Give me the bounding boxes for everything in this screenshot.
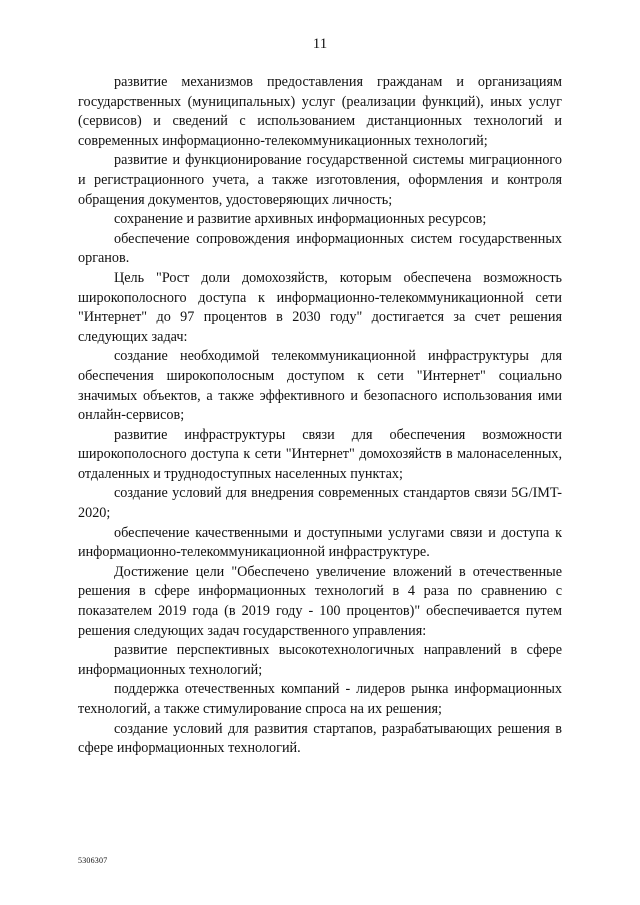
paragraph-migration: развитие и функционирование государственной системы миграционного и регистрационного учета, а также изготовления, оформления и контроля обращения документов, удостоверяющих личность; [78, 152, 562, 208]
paragraph-goal-investments: Достижение цели "Обеспечено увеличение вложений в отечественные решения в сфере информационных технологий в 4 раза по сравнению с показателем 2019 года (в 2019 году - 100 процентов)" обеспечивается путем решения следующих задач государственного управления: [78, 563, 562, 639]
document-body [78, 73, 562, 759]
paragraph-5g: создание условий для внедрения современных стандартов связи 5G/IMT-2020; [78, 485, 562, 522]
page-number: 11 [312, 36, 328, 52]
paragraph-high-tech: развитие перспективных высокотехнологичных направлений в сфере информационных технологий; [78, 642, 562, 678]
paragraph-domestic-leaders: поддержка отечественных компаний - лидеров рынка информационных технологий, а также стимулирование спроса на их решения; [78, 681, 562, 717]
paragraph-goal-broadband: Цель "Рост доли домохозяйств, которым обеспечена возможность широкополосного доступа к информационно-телекоммуникационной сети "Интернет" до 97 процентов в 2030 году" достигается за счет решения следующих задач: [78, 269, 562, 345]
paragraph-startups: создание условий для развития стартапов, разрабатывающих решения в сфере информационных технологий. [78, 720, 562, 757]
paragraph-services: развитие механизмов предоставления гражданам и организациям государственных (муниципальных) услуг (реализации функций), иных услуг (сервисов) и сведений с использованием дистанционных технологий и современных информационно-телекоммуникационных технологий; [78, 74, 562, 149]
paragraph-telecom-infrastructure: создание необходимой телекоммуникационной инфраструктуры для обеспечения широкополосным доступом к сети "Интернет" социально значимых объектов, а также эффективного и безопасного использования ими онлайн-сервисов; [78, 348, 562, 424]
paragraph-quality-services: обеспечение качественными и доступными услугами связи и доступа к информационно-телекоммуникационной инфраструктуре. [78, 524, 562, 561]
paragraph-rural-broadband: развитие инфраструктуры связи для обеспечения возможности широкополосного доступа к сети "Интернет" домохозяйств в малонаселенных, отдаленных и труднодоступных населенных пунктах; [78, 426, 562, 482]
paragraph-gov-systems: обеспечение сопровождения информационных систем государственных органов. [78, 230, 562, 267]
paragraph-archives: сохранение и развитие архивных информационных ресурсов; [114, 211, 487, 228]
document-code: 5306307 [78, 856, 108, 865]
